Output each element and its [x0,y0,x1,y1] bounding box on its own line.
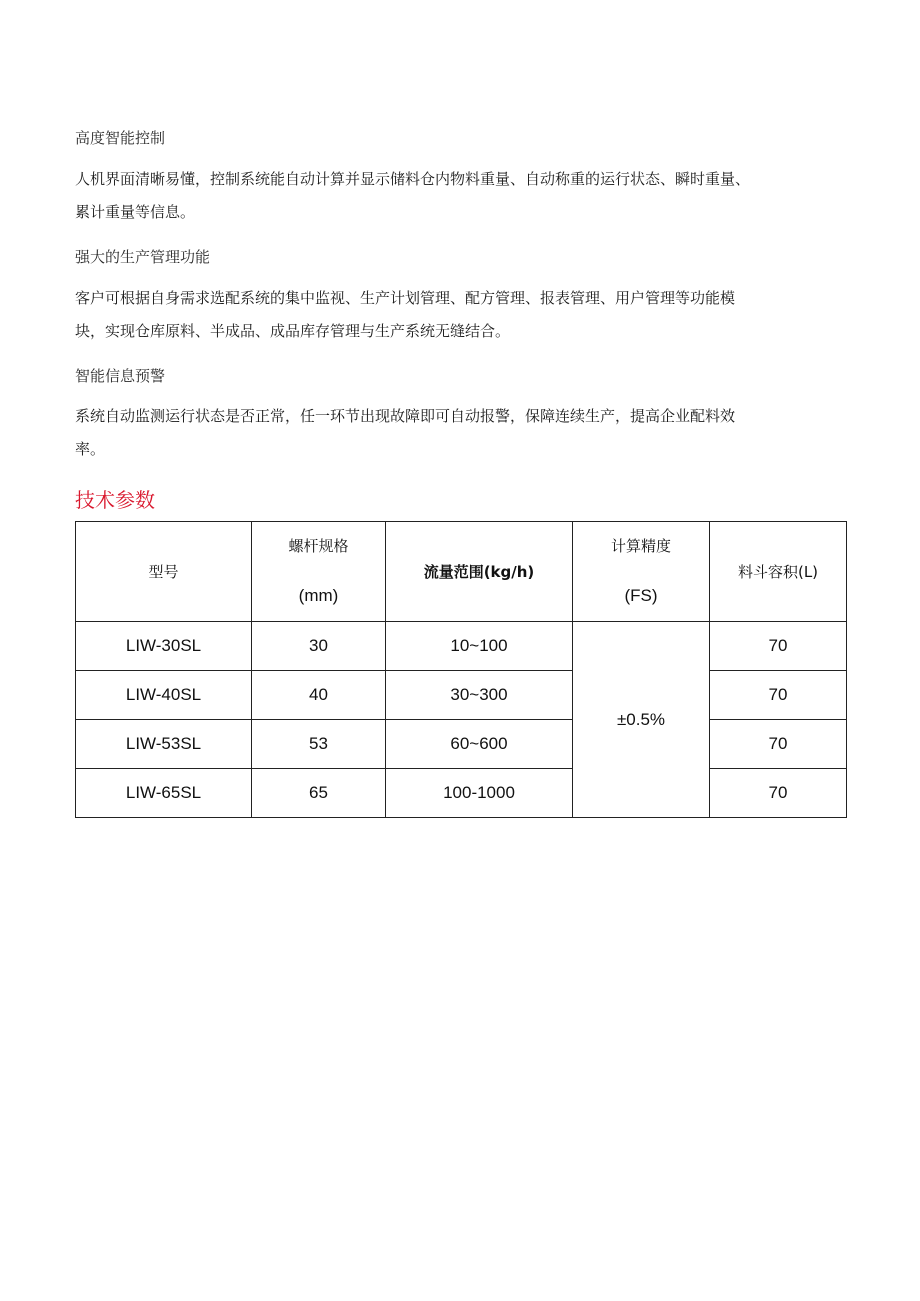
cell-screw: 40 [252,671,386,720]
paragraph-line: 客户可根据自身需求选配系统的集中监视、生产计划管理、配方管理、报表管理、用户管理等功能模 [75,289,736,307]
cell-model: LIW-30SL [76,622,252,671]
header-flow-range: 流量范围(kg/h) [386,522,573,622]
cell-hopper: 70 [710,622,847,671]
table-row [76,720,847,769]
section-heading-warning: 智能信息预警 [75,367,166,385]
cell-model: LIW-65SL [76,769,252,818]
table-row [76,622,847,671]
table-header-row [76,522,847,622]
paragraph-line: 块，实现仓库原料、半成品、成品库存管理与生产系统无缝结合。 [75,322,511,340]
cell-screw: 65 [252,769,386,818]
spec-section-title: 技术参数 [75,488,155,512]
cell-flow: 10~100 [386,622,573,671]
section-heading-control: 高度智能控制 [75,129,166,147]
header-accuracy: 计算精度 (FS) [573,522,710,622]
cell-flow: 30~300 [386,671,573,720]
paragraph-line: 系统自动监测运行状态是否正常，任一环节出现故障即可自动报警，保障连续生产，提高企业配料效 [75,407,736,425]
paragraph-line: 累计重量等信息。 [75,203,196,221]
header-screw-spec: 螺杆规格 (mm) [252,522,386,622]
table-row [76,671,847,720]
cell-flow: 100-1000 [386,769,573,818]
paragraph-line: 人机界面清晰易懂，控制系统能自动计算并显示储料仓内物料重量、自动称重的运行状态、瞬时重量、 [75,170,751,188]
cell-hopper: 70 [710,769,847,818]
table-row [76,769,847,818]
section-paragraph-management [75,282,847,348]
cell-flow: 60~600 [386,720,573,769]
cell-accuracy: ±0.5% [573,622,710,818]
cell-hopper: 70 [710,671,847,720]
paragraph-line: 率。 [75,440,106,458]
section-paragraph-warning [75,400,847,466]
section-paragraph-control [75,163,847,229]
header-model: 型号 [76,522,252,622]
cell-model: LIW-53SL [76,720,252,769]
cell-model: LIW-40SL [76,671,252,720]
cell-screw: 53 [252,720,386,769]
cell-hopper: 70 [710,720,847,769]
section-heading-management: 强大的生产管理功能 [75,248,211,266]
spec-table [75,521,847,818]
cell-screw: 30 [252,622,386,671]
header-hopper-volume: 料斗容积(L) [710,522,847,622]
